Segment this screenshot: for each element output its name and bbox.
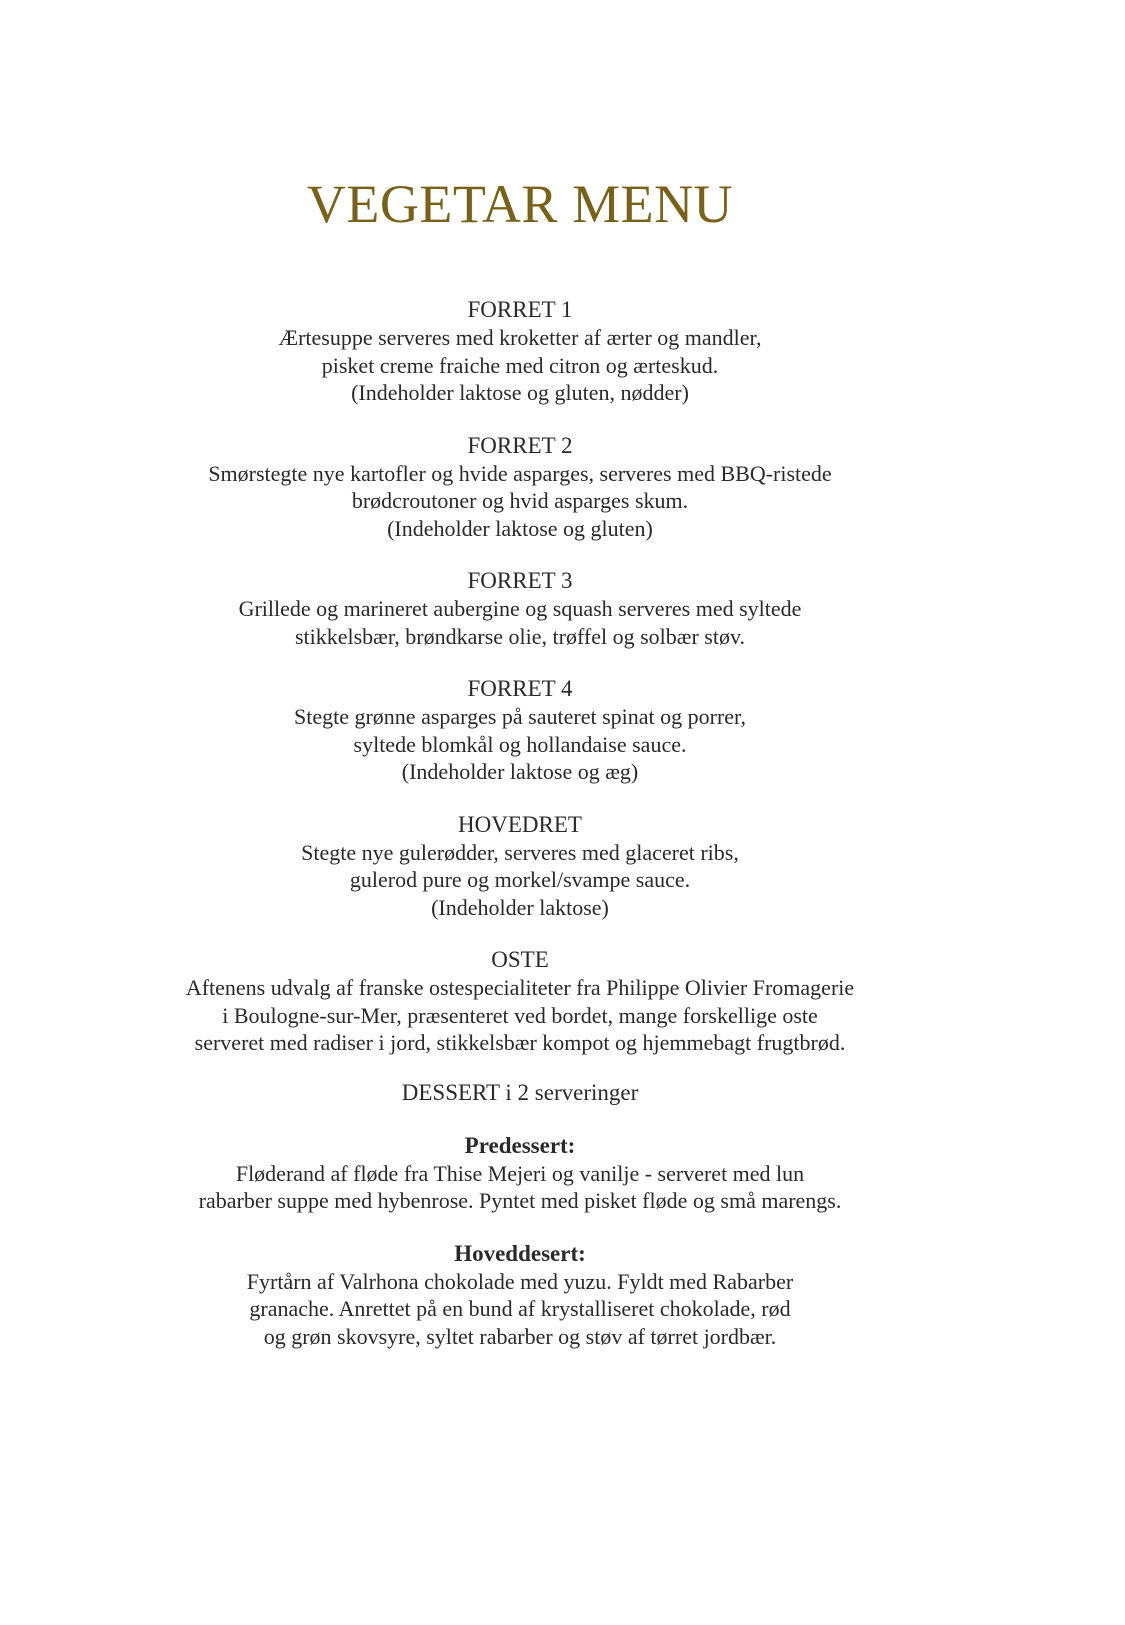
- course-heading: HOVEDRET: [458, 811, 582, 837]
- course-description-line: Fløderand af fløde fra Thise Mejeri og vanilje - serveret med lun: [235, 1160, 805, 1186]
- course-description-line: Grillede og marineret aubergine og squash serveres med syltede: [238, 596, 802, 621]
- course-description-line: stikkelsbær, brøndkarse olie, trøffel og solbær støv.: [294, 623, 746, 649]
- course-description-line: brødcroutoner og hvid asparges skum.: [351, 488, 689, 513]
- course-forret-2: [0, 432, 1040, 543]
- course-description-line: Stegte grønne asparges på sauteret spinat og porrer,: [293, 704, 746, 729]
- course-forret-3: [0, 567, 1040, 650]
- course-description-line: i Boulogne-sur-Mer, præsenteret ved bordet, mange forskellige oste: [222, 1002, 818, 1028]
- course-description-line: Fyrtårn af Valrhona chokolade med yuzu. Fyldt med Rabarber: [246, 1268, 794, 1294]
- allergen-note: (Indeholder laktose og æg): [401, 759, 639, 784]
- menu-body: [0, 296, 1040, 1350]
- course-heading: OSTE: [491, 947, 549, 972]
- dessert-predessert: [0, 1132, 1040, 1215]
- course-oste: [0, 946, 1040, 1057]
- course-description-line: og grøn skovsyre, syltet rabarber og støv af tørret jordbær.: [263, 1323, 777, 1349]
- course-heading: FORRET 3: [467, 568, 573, 593]
- course-description-line: Stegte nye gulerødder, serveres med glaceret ribs,: [301, 839, 739, 865]
- course-description-line: granache. Anrettet på en bund af krystalliseret chokolade, rød: [249, 1296, 791, 1321]
- course-description-line: gulerod pure og morkel/svampe sauce.: [349, 867, 691, 892]
- dessert-heading: DESSERT i 2 serveringer: [401, 1079, 639, 1105]
- course-heading: FORRET 4: [467, 676, 573, 701]
- course-forret-4: [0, 675, 1040, 786]
- allergen-note: (Indeholder laktose og gluten): [387, 515, 653, 541]
- course-description-line: syltede blomkål og hollandaise sauce.: [353, 731, 687, 757]
- course-forret-1: [0, 296, 1040, 407]
- course-hovedret: [0, 811, 1040, 922]
- dessert-hoveddesert: [0, 1240, 1040, 1351]
- course-heading: FORRET 2: [467, 432, 573, 458]
- course-heading: FORRET 1: [467, 297, 573, 322]
- menu-title: VEGETAR MENU: [306, 174, 734, 234]
- course-description-line: pisket creme fraiche med citron og ærteskud.: [321, 352, 719, 378]
- course-description-line: Aftenens udvalg af franske ostespecialiteter fra Philippe Olivier Fromagerie: [185, 975, 855, 1000]
- course-description-line: serveret med radiser i jord, stikkelsbær kompot og hjemmebagt frugtbrød.: [194, 1030, 846, 1055]
- course-description-line: Ærtesuppe serveres med kroketter af ærter og mandler,: [278, 325, 762, 350]
- dessert-part-heading: Predessert:: [464, 1132, 576, 1158]
- dessert-part-heading: Hoveddesert:: [454, 1240, 586, 1266]
- allergen-note: (Indeholder laktose og gluten, nødder): [351, 380, 689, 405]
- course-description-line: rabarber suppe med hybenrose. Pyntet med pisket fløde og små marengs.: [198, 1188, 842, 1213]
- course-dessert: [0, 1079, 1040, 1351]
- course-description-line: Smørstegte nye kartofler og hvide asparges, serveres med BBQ-ristede: [208, 460, 832, 486]
- allergen-note: (Indeholder laktose): [431, 894, 609, 920]
